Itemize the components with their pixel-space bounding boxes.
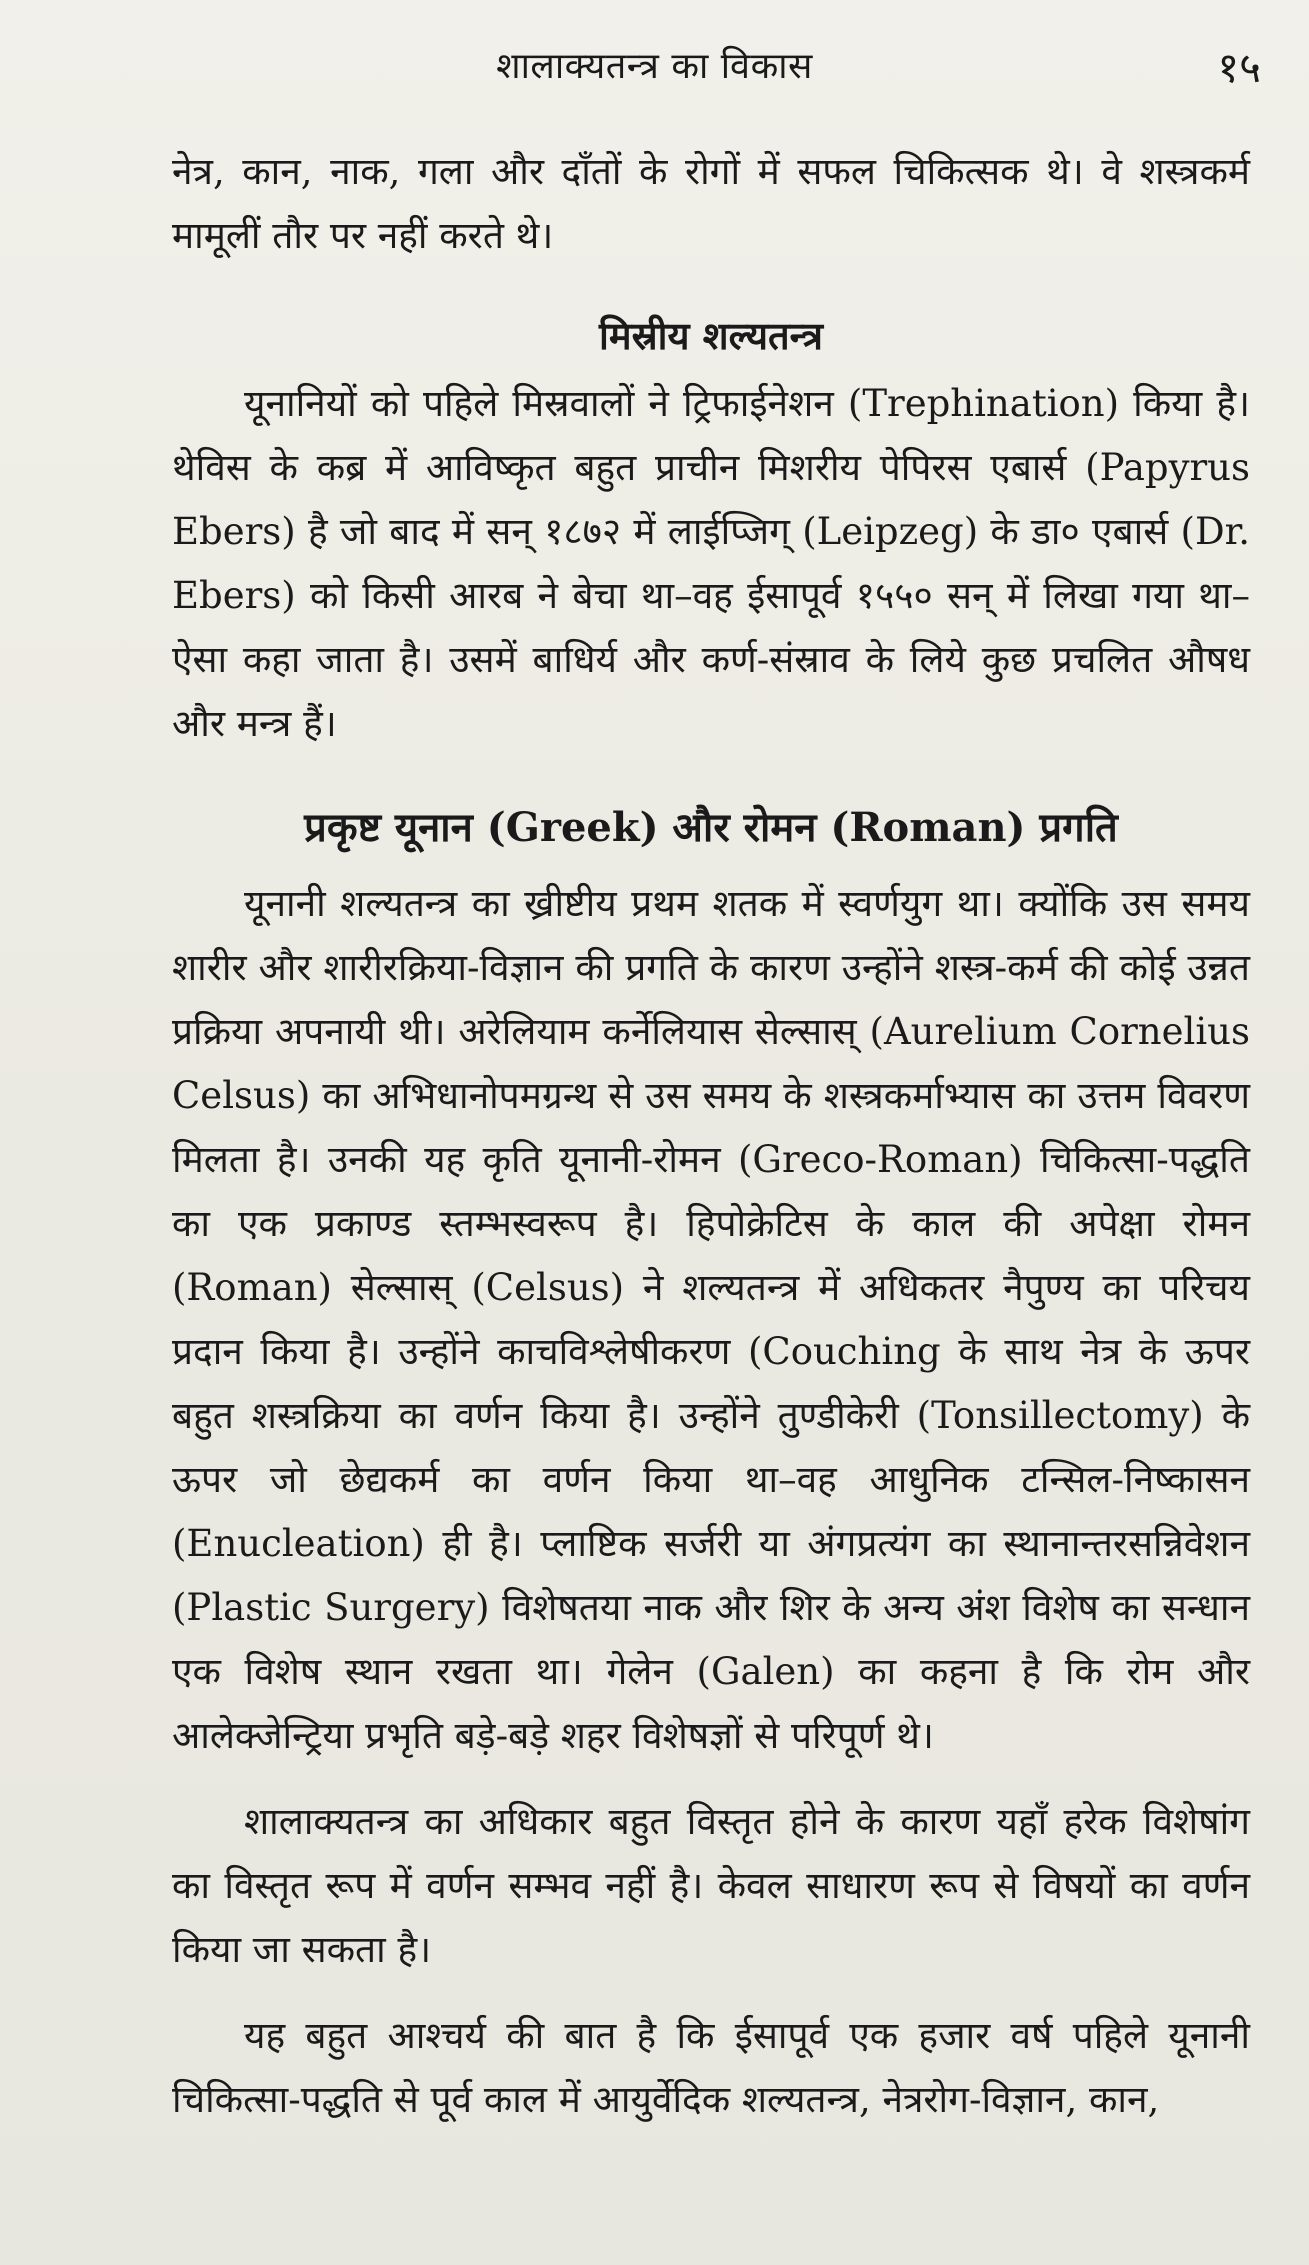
paragraph-egyptian-surgery: यूनानियों को पहिले मिस्रवालों ने ट्रिफाईनेशन (Trephination) किया है। थेविस के कब्र में आविष्कृत बहुत प्राचीन मिशरीय पेपिरस एबार्स (Papyrus Ebers) है जो बाद में सन् १८७२ में लाईप्जिग् (Leipzeg) के डा० एबार्स (Dr. Ebers) को किसी आरब ने बेचा था–वह ईसापूर्व १५५० सन् में लिखा गया था–ऐसा कहा जाता है। उसमें बाधिर्य और कर्ण-संस्राव के लिये कुछ प्रचलित औषध और मन्त्र हैं। [172,382,1250,745]
paragraph-continuation: नेत्र, कान, नाक, गला और दाँतों के रोगों में सफल चिकित्सक थे। वे शस्त्रकर्म मामूलीं तौर पर नहीं करते थे। [172,150,1250,257]
paragraph-scope: शालाक्यतन्त्र का अधिकार बहुत विस्तृत होने के कारण यहाँ हरेक विशेषांग का विस्तृत रूप में वर्णन सम्भव नहीं है। केवल साधारण रूप से विषयों का वर्णन किया जा सकता है। [172,1800,1250,1971]
page-number: १५ [1217,43,1261,92]
paragraph-ayurvedic: यह बहुत आश्चर्य की बात है कि ईसापूर्व एक हजार वर्ष पहिले यूनानी चिकित्सा-पद्धति से पूर्व काल में आयुर्वेदिक शल्यतन्त्र, नेत्ररोग-विज्ञान, कान, [172,2014,1250,2121]
section-heading-greek-roman-progress: प्रकृष्ट यूनान (Greek) और रोमन (Roman) प्रगति [304,804,1118,851]
body-text [172,140,1250,2132]
running-title: शालाक्यतन्त्र का विकास [496,46,813,87]
paragraph-greek-surgery: यूनानी शल्यतन्त्र का ख्रीष्टीय प्रथम शतक में स्वर्णयुग था। क्योंकि उस समय शारीर और शारीरक्रिया-विज्ञान की प्रगति के कारण उन्होंने शस्त्र-कर्म की कोई उन्नत प्रक्रिया अपनायी थी। अरेलियाम कर्नेलियास सेल्सास् (Aurelium Cornelius Celsus) का अभिधानोपमग्रन्थ से उस समय के शस्त्रकर्माभ्यास का उत्तम विवरण मिलता है। उनकी यह कृति यूनानी-रोमन (Greco-Roman) चिकित्सा-पद्धति का एक प्रकाण्ड स्तम्भस्वरूप है। हिपोक्रेटिस के काल की अपेक्षा रोमन (Roman) सेल्सास् (Celsus) ने शल्यतन्त्र में अधिकतर नैपुण्य का परिचय प्रदान किया है। उन्होंने काचविश्लेषीकरण (Couching के साथ नेत्र के ऊपर बहुत शस्त्रक्रिया का वर्णन किया है। उन्होंने तुण्डीकेरी (Tonsillectomy) के ऊपर जो छेद्यकर्म का वर्णन किया था–वह आधुनिक टन्सिल-निष्कासन (Enucleation) ही है। प्लाष्टिक सर्जरी या अंगप्रत्यंग का स्थानान्तरसन्निवेशन (Plastic Surgery) विशेषतया नाक और शिर के अन्य अंश विशेष का सन्धान एक विशेष स्थान रखता था। गेलेन (Galen) का कहना है कि रोम और आलेक्जेन्ट्रिया प्रभृति बड़े-बड़े शहर विशेषज्ञों से परिपूर्ण थे। [172,882,1250,1757]
section-heading-egyptian-surgery: मिस्रीय शल्यतन्त्र [599,313,823,358]
running-header [0,30,1309,100]
